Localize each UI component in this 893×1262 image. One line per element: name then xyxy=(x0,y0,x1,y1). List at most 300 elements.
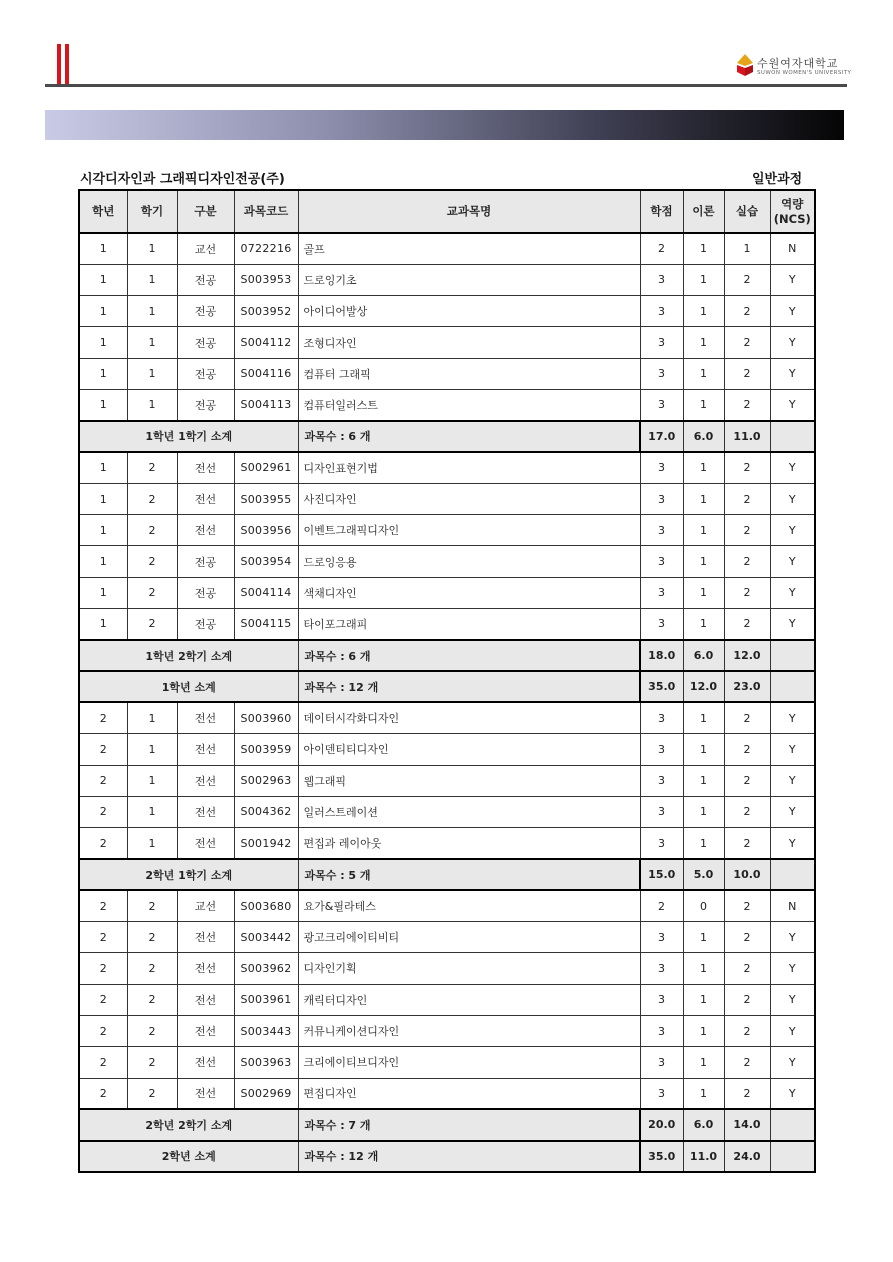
cell-year: 1 xyxy=(79,327,127,358)
cell-credit: 3 xyxy=(640,702,683,733)
header-col-theory: 이론 xyxy=(683,190,724,233)
cell-credit: 3 xyxy=(640,1015,683,1046)
subtotal-row xyxy=(79,1141,815,1172)
university-name-english: SUWON WOMEN'S UNIVERSITY xyxy=(757,70,852,76)
cell-course-name: 크리에이티브디자인 xyxy=(298,1047,640,1078)
cell-credit: 3 xyxy=(640,953,683,984)
cell-type: 전선 xyxy=(177,515,234,546)
header-col-code: 과목코드 xyxy=(234,190,298,233)
cell-type: 전선 xyxy=(177,702,234,733)
table-row xyxy=(79,1078,815,1109)
cell-term: 2 xyxy=(127,984,177,1015)
table-row xyxy=(79,577,815,608)
cell-credit: 3 xyxy=(640,358,683,389)
subtotal-credit: 20.0 xyxy=(640,1109,683,1140)
cell-ncs: Y xyxy=(770,452,815,483)
cell-term: 1 xyxy=(127,296,177,327)
cell-code: S003680 xyxy=(234,890,298,921)
table-row xyxy=(79,296,815,327)
cell-credit: 3 xyxy=(640,765,683,796)
cell-practice: 2 xyxy=(724,327,770,358)
cell-theory: 1 xyxy=(683,1078,724,1109)
subtotal-course-count: 과목수 : 12 개 xyxy=(298,671,640,702)
cell-type: 교선 xyxy=(177,890,234,921)
cell-practice: 2 xyxy=(724,609,770,640)
cell-theory: 1 xyxy=(683,546,724,577)
subtotal-theory: 6.0 xyxy=(683,421,724,452)
cell-course-name: 이벤트그래픽디자인 xyxy=(298,515,640,546)
cell-code: S004362 xyxy=(234,796,298,827)
subtotal-label: 1학년 2학기 소계 xyxy=(79,640,298,671)
cell-term: 2 xyxy=(127,577,177,608)
subtotal-row xyxy=(79,640,815,671)
cell-code: S004115 xyxy=(234,609,298,640)
cell-course-name: 드로잉응용 xyxy=(298,546,640,577)
cell-practice: 2 xyxy=(724,890,770,921)
cell-ncs: Y xyxy=(770,515,815,546)
cell-course-name: 요가&필라테스 xyxy=(298,890,640,921)
table-row xyxy=(79,922,815,953)
cell-theory: 1 xyxy=(683,828,724,859)
cell-ncs: Y xyxy=(770,796,815,827)
cell-practice: 2 xyxy=(724,358,770,389)
cell-practice: 2 xyxy=(724,765,770,796)
table-row xyxy=(79,702,815,733)
cell-ncs: Y xyxy=(770,389,815,420)
cell-code: S003954 xyxy=(234,546,298,577)
cell-type: 전공 xyxy=(177,327,234,358)
cell-credit: 3 xyxy=(640,515,683,546)
cell-credit: 3 xyxy=(640,264,683,295)
table-row xyxy=(79,765,815,796)
cell-theory: 1 xyxy=(683,765,724,796)
cell-code: S002961 xyxy=(234,452,298,483)
cell-ncs: Y xyxy=(770,609,815,640)
table-row xyxy=(79,327,815,358)
cell-practice: 2 xyxy=(724,389,770,420)
cell-term: 1 xyxy=(127,702,177,733)
table-row xyxy=(79,734,815,765)
subtotal-credit: 35.0 xyxy=(640,671,683,702)
subtotal-credit: 35.0 xyxy=(640,1141,683,1172)
cell-course-name: 아이덴티티디자인 xyxy=(298,734,640,765)
cell-credit: 3 xyxy=(640,389,683,420)
cell-term: 1 xyxy=(127,389,177,420)
cell-type: 교선 xyxy=(177,233,234,264)
cell-theory: 1 xyxy=(683,734,724,765)
subtotal-theory: 11.0 xyxy=(683,1141,724,1172)
cell-term: 2 xyxy=(127,1078,177,1109)
cell-term: 2 xyxy=(127,546,177,577)
cell-course-name: 디자인표현기법 xyxy=(298,452,640,483)
header-col-ncs: 역량 (NCS) xyxy=(770,190,815,233)
cell-credit: 2 xyxy=(640,890,683,921)
subtotal-credit: 17.0 xyxy=(640,421,683,452)
cell-theory: 1 xyxy=(683,515,724,546)
cell-type: 전공 xyxy=(177,358,234,389)
cell-ncs: Y xyxy=(770,483,815,514)
cell-theory: 1 xyxy=(683,1015,724,1046)
cell-type: 전선 xyxy=(177,796,234,827)
cell-practice: 2 xyxy=(724,1047,770,1078)
cell-code: S004116 xyxy=(234,358,298,389)
cell-code: S003962 xyxy=(234,953,298,984)
cell-type: 전선 xyxy=(177,1047,234,1078)
cell-credit: 3 xyxy=(640,734,683,765)
table-row xyxy=(79,796,815,827)
cell-ncs: Y xyxy=(770,1015,815,1046)
cell-year: 1 xyxy=(79,296,127,327)
cell-course-name: 아이디어발상 xyxy=(298,296,640,327)
cell-course-name: 데이터시각화디자인 xyxy=(298,702,640,733)
cell-code: S003442 xyxy=(234,922,298,953)
cell-practice: 2 xyxy=(724,452,770,483)
cell-type: 전선 xyxy=(177,1015,234,1046)
cell-code: S003960 xyxy=(234,702,298,733)
cell-theory: 1 xyxy=(683,358,724,389)
cell-credit: 3 xyxy=(640,483,683,514)
table-row xyxy=(79,452,815,483)
cell-term: 2 xyxy=(127,452,177,483)
cell-course-name: 편집과 레이아웃 xyxy=(298,828,640,859)
cell-code: S003955 xyxy=(234,483,298,514)
cell-course-name: 일러스트레이션 xyxy=(298,796,640,827)
cell-course-name: 캐릭터디자인 xyxy=(298,984,640,1015)
cell-year: 2 xyxy=(79,734,127,765)
cell-code: S003956 xyxy=(234,515,298,546)
cell-course-name: 커뮤니케이션디자인 xyxy=(298,1015,640,1046)
subtotal-ncs xyxy=(770,859,815,890)
cell-code: S004113 xyxy=(234,389,298,420)
cell-type: 전선 xyxy=(177,734,234,765)
cell-code: S001942 xyxy=(234,828,298,859)
cell-course-name: 편집디자인 xyxy=(298,1078,640,1109)
cell-code: S003963 xyxy=(234,1047,298,1078)
cell-year: 1 xyxy=(79,483,127,514)
table-row xyxy=(79,953,815,984)
subtotal-row xyxy=(79,1109,815,1140)
cell-practice: 2 xyxy=(724,546,770,577)
subtotal-course-count: 과목수 : 6 개 xyxy=(298,421,640,452)
table-row xyxy=(79,546,815,577)
cell-year: 1 xyxy=(79,546,127,577)
cell-ncs: Y xyxy=(770,953,815,984)
subtotal-course-count: 과목수 : 7 개 xyxy=(298,1109,640,1140)
cell-practice: 2 xyxy=(724,734,770,765)
cell-credit: 3 xyxy=(640,828,683,859)
cell-year: 2 xyxy=(79,1047,127,1078)
cell-type: 전선 xyxy=(177,1078,234,1109)
cell-theory: 1 xyxy=(683,452,724,483)
cell-year: 2 xyxy=(79,984,127,1015)
cell-year: 2 xyxy=(79,702,127,733)
cell-ncs: Y xyxy=(770,358,815,389)
cell-term: 2 xyxy=(127,1047,177,1078)
cell-ncs: Y xyxy=(770,1047,815,1078)
cell-term: 2 xyxy=(127,922,177,953)
cell-code: S004112 xyxy=(234,327,298,358)
subtotal-label: 2학년 2학기 소계 xyxy=(79,1109,298,1140)
subtotal-theory: 12.0 xyxy=(683,671,724,702)
cell-code: S002963 xyxy=(234,765,298,796)
cell-type: 전공 xyxy=(177,264,234,295)
subtotal-label: 1학년 1학기 소계 xyxy=(79,421,298,452)
subtotal-practice: 14.0 xyxy=(724,1109,770,1140)
subtotal-label: 1학년 소계 xyxy=(79,671,298,702)
cell-theory: 1 xyxy=(683,233,724,264)
subtotal-ncs xyxy=(770,671,815,702)
subtotal-label: 2학년 1학기 소계 xyxy=(79,859,298,890)
cell-term: 1 xyxy=(127,358,177,389)
cell-course-name: 웹그래픽 xyxy=(298,765,640,796)
cell-ncs: Y xyxy=(770,577,815,608)
cell-year: 2 xyxy=(79,953,127,984)
cell-credit: 3 xyxy=(640,296,683,327)
cell-credit: 3 xyxy=(640,327,683,358)
track-label: 일반과정 xyxy=(752,172,803,187)
cell-code: S004114 xyxy=(234,577,298,608)
cell-year: 1 xyxy=(79,233,127,264)
table-row xyxy=(79,890,815,921)
cell-code: S003952 xyxy=(234,296,298,327)
table-row xyxy=(79,609,815,640)
cell-practice: 2 xyxy=(724,264,770,295)
cell-term: 2 xyxy=(127,890,177,921)
cell-course-name: 드로잉기초 xyxy=(298,264,640,295)
cell-theory: 1 xyxy=(683,264,724,295)
table-row xyxy=(79,1015,815,1046)
cell-type: 전선 xyxy=(177,452,234,483)
cell-term: 2 xyxy=(127,1015,177,1046)
subtotal-practice: 24.0 xyxy=(724,1141,770,1172)
cell-ncs: Y xyxy=(770,734,815,765)
cell-ncs: N xyxy=(770,890,815,921)
cell-type: 전선 xyxy=(177,828,234,859)
cell-year: 1 xyxy=(79,577,127,608)
cell-credit: 3 xyxy=(640,546,683,577)
cell-year: 1 xyxy=(79,452,127,483)
cell-theory: 0 xyxy=(683,890,724,921)
cell-practice: 2 xyxy=(724,796,770,827)
cell-theory: 1 xyxy=(683,296,724,327)
cell-practice: 2 xyxy=(724,483,770,514)
cell-practice: 2 xyxy=(724,577,770,608)
table-row xyxy=(79,233,815,264)
subtotal-ncs xyxy=(770,421,815,452)
cell-term: 1 xyxy=(127,734,177,765)
cell-theory: 1 xyxy=(683,984,724,1015)
cell-year: 1 xyxy=(79,358,127,389)
cell-year: 1 xyxy=(79,264,127,295)
subtotal-practice: 11.0 xyxy=(724,421,770,452)
cell-ncs: Y xyxy=(770,702,815,733)
cell-theory: 1 xyxy=(683,1047,724,1078)
table-header-row xyxy=(79,190,815,233)
cell-credit: 3 xyxy=(640,452,683,483)
cell-term: 1 xyxy=(127,796,177,827)
cell-credit: 3 xyxy=(640,922,683,953)
cell-course-name: 컴퓨터일러스트 xyxy=(298,389,640,420)
cell-type: 전공 xyxy=(177,609,234,640)
subtotal-credit: 18.0 xyxy=(640,640,683,671)
university-name: 수원여자대학교 xyxy=(757,57,839,70)
header-col-name: 교과목명 xyxy=(298,190,640,233)
cell-type: 전선 xyxy=(177,984,234,1015)
subtotal-practice: 10.0 xyxy=(724,859,770,890)
cell-term: 2 xyxy=(127,953,177,984)
cell-code: S003953 xyxy=(234,264,298,295)
cell-ncs: Y xyxy=(770,264,815,295)
cell-term: 2 xyxy=(127,483,177,514)
cell-year: 1 xyxy=(79,515,127,546)
cell-year: 1 xyxy=(79,389,127,420)
header-col-term: 학기 xyxy=(127,190,177,233)
table-row xyxy=(79,389,815,420)
cell-theory: 1 xyxy=(683,922,724,953)
cell-type: 전선 xyxy=(177,922,234,953)
subtotal-row xyxy=(79,859,815,890)
subtotal-label: 2학년 소계 xyxy=(79,1141,298,1172)
cell-practice: 1 xyxy=(724,233,770,264)
section-banner xyxy=(45,110,844,140)
subtotal-theory: 6.0 xyxy=(683,1109,724,1140)
subtotal-ncs xyxy=(770,1141,815,1172)
table-row xyxy=(79,483,815,514)
table-row xyxy=(79,515,815,546)
cell-course-name: 사진디자인 xyxy=(298,483,640,514)
cell-credit: 3 xyxy=(640,984,683,1015)
table-row xyxy=(79,984,815,1015)
cell-year: 2 xyxy=(79,828,127,859)
subtotal-ncs xyxy=(770,640,815,671)
cell-credit: 3 xyxy=(640,577,683,608)
cell-year: 2 xyxy=(79,796,127,827)
cell-credit: 2 xyxy=(640,233,683,264)
cell-practice: 2 xyxy=(724,984,770,1015)
cell-course-name: 광고크리에이티비티 xyxy=(298,922,640,953)
cell-type: 전공 xyxy=(177,546,234,577)
subtotal-course-count: 과목수 : 12 개 xyxy=(298,1141,640,1172)
cell-practice: 2 xyxy=(724,515,770,546)
cell-theory: 1 xyxy=(683,609,724,640)
cell-credit: 3 xyxy=(640,609,683,640)
cell-ncs: Y xyxy=(770,984,815,1015)
cell-type: 전선 xyxy=(177,953,234,984)
cell-course-name: 조형디자인 xyxy=(298,327,640,358)
cell-year: 2 xyxy=(79,922,127,953)
header-rule xyxy=(45,84,847,87)
subtotal-practice: 12.0 xyxy=(724,640,770,671)
cell-code: S003443 xyxy=(234,1015,298,1046)
department-title: 시각디자인과 그래픽디자인전공(주) xyxy=(80,172,285,187)
cell-year: 1 xyxy=(79,609,127,640)
cell-year: 2 xyxy=(79,765,127,796)
cell-theory: 1 xyxy=(683,389,724,420)
university-emblem-icon xyxy=(737,54,753,76)
cell-code: S002969 xyxy=(234,1078,298,1109)
table-row xyxy=(79,358,815,389)
cell-practice: 2 xyxy=(724,296,770,327)
cell-theory: 1 xyxy=(683,796,724,827)
cell-ncs: Y xyxy=(770,327,815,358)
cell-type: 전공 xyxy=(177,296,234,327)
table-row xyxy=(79,828,815,859)
subtotal-ncs xyxy=(770,1109,815,1140)
cell-code: S003959 xyxy=(234,734,298,765)
cell-ncs: Y xyxy=(770,828,815,859)
cell-credit: 3 xyxy=(640,1047,683,1078)
cell-credit: 3 xyxy=(640,1078,683,1109)
header-col-year: 학년 xyxy=(79,190,127,233)
red-accent-bars xyxy=(57,44,71,84)
cell-ncs: N xyxy=(770,233,815,264)
cell-ncs: Y xyxy=(770,546,815,577)
cell-theory: 1 xyxy=(683,702,724,733)
cell-practice: 2 xyxy=(724,1015,770,1046)
cell-year: 2 xyxy=(79,890,127,921)
cell-year: 2 xyxy=(79,1078,127,1109)
header-col-practice: 실습 xyxy=(724,190,770,233)
table-body xyxy=(79,233,815,1172)
cell-type: 전선 xyxy=(177,765,234,796)
cell-term: 1 xyxy=(127,233,177,264)
subtotal-practice: 23.0 xyxy=(724,671,770,702)
cell-year: 2 xyxy=(79,1015,127,1046)
header-col-type: 구분 xyxy=(177,190,234,233)
cell-theory: 1 xyxy=(683,953,724,984)
header-col-credit: 학점 xyxy=(640,190,683,233)
cell-theory: 1 xyxy=(683,577,724,608)
cell-practice: 2 xyxy=(724,702,770,733)
cell-term: 2 xyxy=(127,515,177,546)
subtotal-theory: 5.0 xyxy=(683,859,724,890)
cell-course-name: 골프 xyxy=(298,233,640,264)
cell-course-name: 타이포그래피 xyxy=(298,609,640,640)
cell-ncs: Y xyxy=(770,922,815,953)
cell-credit: 3 xyxy=(640,796,683,827)
cell-practice: 2 xyxy=(724,1078,770,1109)
table-row xyxy=(79,1047,815,1078)
cell-term: 1 xyxy=(127,765,177,796)
subtotal-row xyxy=(79,671,815,702)
cell-type: 전선 xyxy=(177,483,234,514)
table-row xyxy=(79,264,815,295)
cell-practice: 2 xyxy=(724,922,770,953)
subtotal-course-count: 과목수 : 5 개 xyxy=(298,859,640,890)
subtotal-theory: 6.0 xyxy=(683,640,724,671)
cell-practice: 2 xyxy=(724,953,770,984)
curriculum-table xyxy=(78,189,816,1173)
cell-ncs: Y xyxy=(770,296,815,327)
cell-code: 0722216 xyxy=(234,233,298,264)
cell-course-name: 컴퓨터 그래픽 xyxy=(298,358,640,389)
cell-type: 전공 xyxy=(177,389,234,420)
subtotal-course-count: 과목수 : 6 개 xyxy=(298,640,640,671)
cell-term: 2 xyxy=(127,609,177,640)
cell-theory: 1 xyxy=(683,483,724,514)
cell-ncs: Y xyxy=(770,1078,815,1109)
cell-theory: 1 xyxy=(683,327,724,358)
cell-course-name: 디자인기획 xyxy=(298,953,640,984)
cell-course-name: 색채디자인 xyxy=(298,577,640,608)
university-logo xyxy=(737,52,852,80)
cell-practice: 2 xyxy=(724,828,770,859)
subtotal-row xyxy=(79,421,815,452)
cell-code: S003961 xyxy=(234,984,298,1015)
cell-term: 1 xyxy=(127,327,177,358)
subtotal-credit: 15.0 xyxy=(640,859,683,890)
cell-ncs: Y xyxy=(770,765,815,796)
